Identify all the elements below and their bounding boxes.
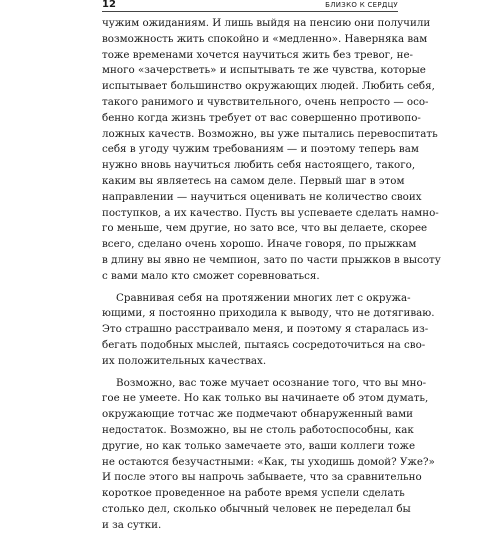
text-line: направлении — научиться оценивать не количество своих [102,190,422,203]
text-line: короткое проведенное на работе время успели сделать [102,487,405,500]
header-rule [102,11,398,12]
text-line: их положительных качествах. [102,354,267,367]
text-line: и за сутки. [102,518,162,531]
text-line: Возможно, вас тоже мучает осознание того, что вы мно- [116,376,427,389]
text-line: поступков, а их качество. Пусть вы успеваете сделать намно- [102,206,439,219]
text-line: нужно вновь научиться любить себя настоящего, такого, [102,159,416,172]
text-line: бегать подобных мыслей, пытаясь сосредоточиться на сво- [102,338,426,351]
text-line: много «зачерстветь» и испытывать те же чувства, которые [102,64,426,77]
text-line: бенно когда жизнь требует от вас совершенно противопо- [102,111,421,124]
text-line: Сравнивая себя на протяжении многих лет с окружа- [116,291,411,304]
text-line: окружающие тотчас же подмечают обнаруженный вами [102,408,413,421]
text-line: всего, сделано очень хорошо. Иначе говоря, по прыжкам [102,238,417,251]
text-line: Это страшно расстраивало меня, и поэтому я старалась из- [102,323,429,336]
text-line: И после этого вы напрочь забываете, что за сравнительно [102,471,422,484]
running-title: БЛИЗКО К СЕРДЦУ [325,1,398,9]
text-line: ложных качеств. Возможно, вы уже пытались перевоспитать [102,127,438,140]
page-number: 12 [102,0,116,10]
text-line: возможность жить спокойно и «медленно». Наверняка вам [102,32,428,45]
text-line: столько дел, сколько обычный человек не переделал бы [102,502,411,515]
text-line: тоже временами хочется научиться жить без тревог, не- [102,48,414,61]
text-line: себя в угоду чужим требованиям — и поэтому теперь вам [102,143,419,156]
body-text [102,16,441,534]
text-line: ющими, я постоянно приходила к выводу, что не дотягиваю. [102,307,435,320]
text-line: с вами мало кто сможет соревноваться. [102,269,320,282]
text-line: такого ранимого и чувствительного, очень непросто — осо- [102,95,429,108]
text-line: другие, но как только замечаете это, ваши коллеги тоже [102,439,416,452]
text-line: чужим ожиданиям. И лишь выйдя на пенсию они получили [102,17,431,29]
text-line: не остаются безучастными: «Как, ты уходишь домой? Уже?» [102,455,435,468]
text-line: гое не умеете. Но как только вы начинаете об этом думать, [102,392,429,405]
page-header [0,0,500,10]
text-line: каким вы являетесь на самом деле. Первый шаг в этом [102,174,405,187]
text-line: испытывает большинство окружающих людей. Любить себя, [102,80,435,93]
text-line: недостаток. Возможно, вы не столь работоспособны, как [102,423,414,436]
text-line: го меньше, чем другие, но зато все, что вы делаете, скорее [102,222,428,235]
text-line: в длину вы явно не чемпион, зато по части прыжков в высоту [102,253,441,266]
